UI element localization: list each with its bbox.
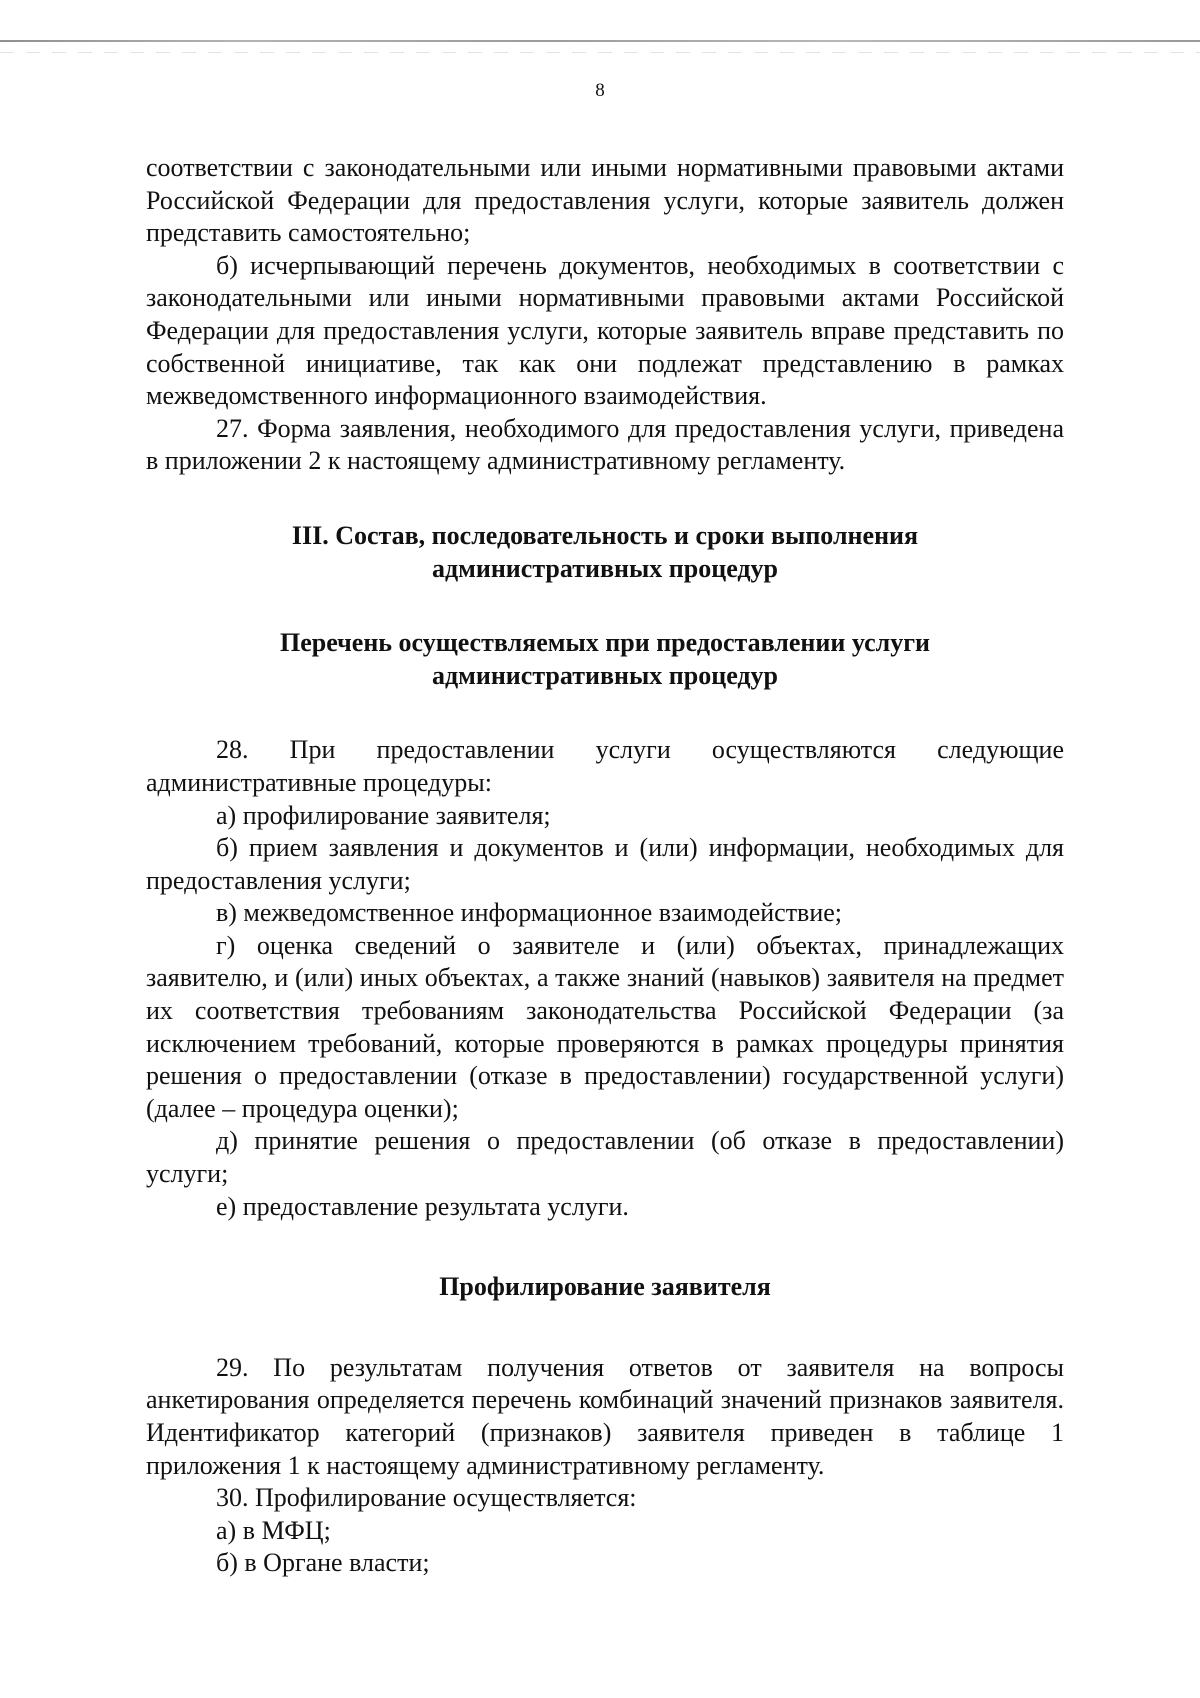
scan-border-line: [0, 40, 1200, 42]
list-item-g: г) оценка сведений о заявителе и (или) объектах, принадлежащих заявителю, и (или) иных объектах, а также знаний (навыков) заявителя на предмет их соответствия требованиям законодательства Российской Федерации (за исключением требований, которые проверяются в рамках процедуры принятия решения о предоставлении (отказе в предоставлении) государственной услуги) (далее – процедура оценки);: [146, 930, 1064, 1123]
paragraph-28: 28. При предоставлении услуги осуществляются следующие административные процедуры:: [146, 735, 1064, 797]
spacer: [146, 585, 1064, 627]
spacer: [146, 1223, 1064, 1271]
subsection-heading-line-1: Перечень осуществляемых при предоставлении услуги: [280, 628, 930, 658]
paragraph-continuation: соответствии с законодательными или иными нормативными правовыми актами Российской Федерации для предоставления услуги, которые заявитель должен представить самостоятельно;: [146, 153, 1064, 248]
subsection-heading-line-2: административных процедур: [431, 660, 779, 690]
section-heading-line-1: III. Состав, последовательность и сроки выполнения: [291, 520, 919, 550]
spacer: [146, 692, 1064, 734]
list-item-b-authority: б) в Органе власти;: [216, 1548, 430, 1578]
spacer: [146, 1304, 1064, 1352]
subsection-heading-profiling: Профилирование заявителя: [439, 1272, 771, 1302]
document-body: [146, 152, 1064, 1580]
section-heading-line-2: административных процедур: [431, 553, 779, 583]
list-item-b: б) прием заявления и документов и (или) информации, необходимых для предоставления услуги;: [146, 833, 1064, 895]
list-item-a-mfc: а) в МФЦ;: [216, 1515, 331, 1545]
scan-border-noise: [0, 52, 1200, 53]
paragraph-item-b: б) исчерпывающий перечень документов, необходимых в соответствии с законодательными или иными нормативными правовыми актами Российской Федерации для предоставления услуги, которые заявитель вправе представить по собственной инициативе, так как они подлежат представлению в рамках межведомственного информационного взаимодействия.: [146, 250, 1064, 411]
list-item-d: д) принятие решения о предоставлении (об отказе в предоставлении) услуги;: [146, 1126, 1064, 1189]
spacer: [146, 478, 1064, 520]
list-item-a: а) профилирование заявителя;: [216, 800, 551, 830]
page-number: 8: [595, 80, 605, 101]
paragraph-30: 30. Профилирование осуществляется:: [216, 1483, 637, 1513]
paragraph-29: 29. По результатам получения ответов от заявителя на вопросы анкетирования определяется перечень комбинаций значений признаков заявителя. Идентификатор категорий (признаков) заявителя приведен в таблице 1 приложения 1 к настоящему административному регламенту.: [146, 1352, 1064, 1480]
list-item-e: е) предоставление результата услуги.: [216, 1191, 629, 1221]
list-item-v: в) межведомственное информационное взаимодействие;: [216, 898, 843, 928]
paragraph-27: 27. Форма заявления, необходимого для предоставления услуги, приведена в приложении 2 к настоящему административному регламенту.: [146, 413, 1064, 476]
